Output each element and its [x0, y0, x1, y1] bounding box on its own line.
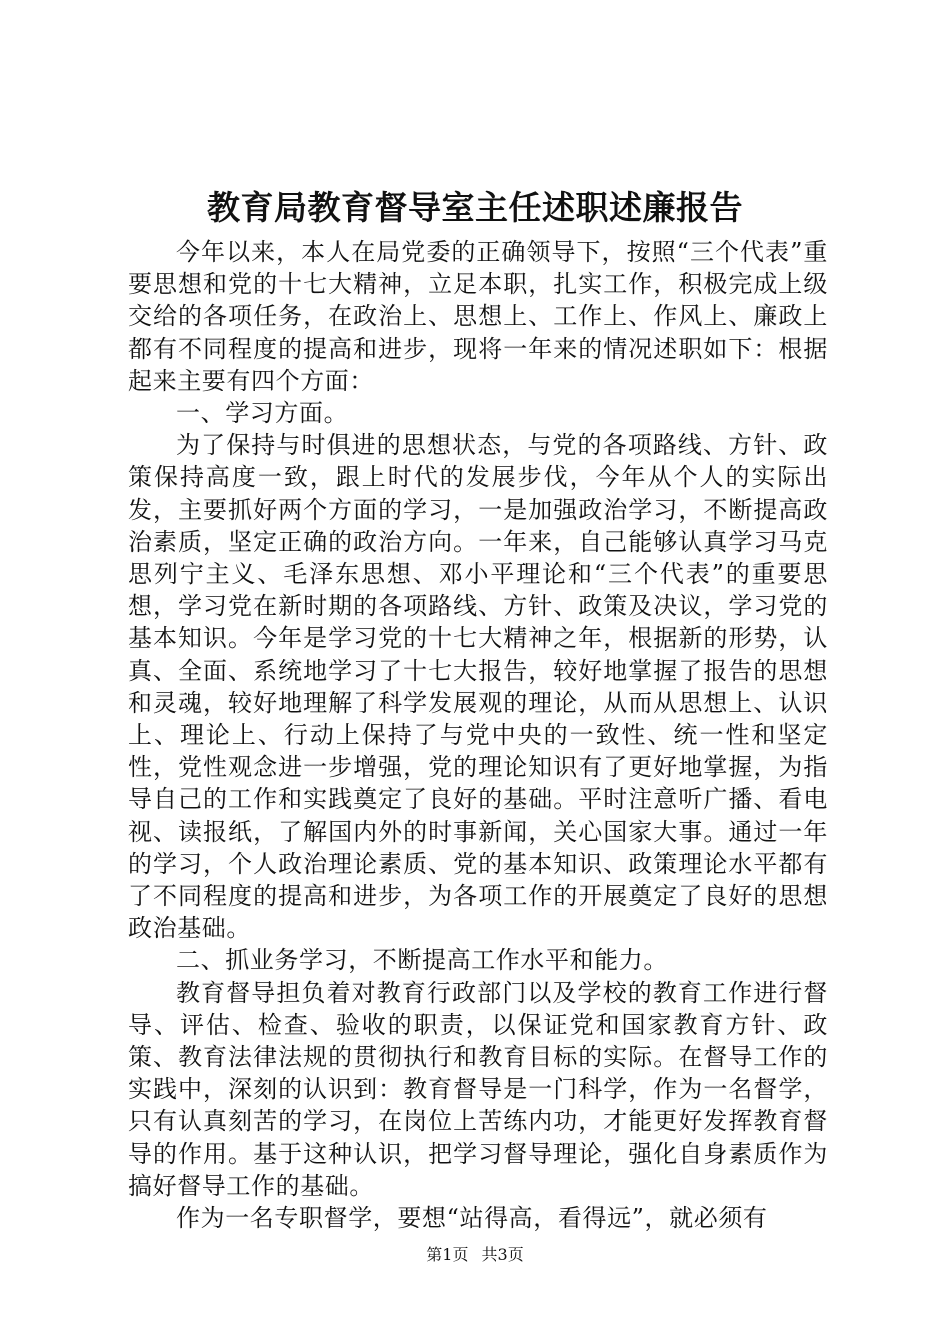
page-total: 共3页 [481, 1245, 524, 1264]
paragraph-supervisor: 作为一名专职督学，要想“站得高，看得远”，就必须有 [176, 1204, 768, 1233]
paragraph-supervision: 教育督导担负着对教育行政部门以及学校的教育工作进行督导、评估、检查、验收的职责，以保证党和国家教育方针、政策、教育法律法规的贯彻执行和教育目标的实际。在督导工作的实践中，深刻的认识到：教育督导是一门科学，作为一名督学，只有认真刻苦的学习，在岗位上苦练内功，才能更好发挥教育督导的作用。基于这种认识，把学习督导理论，强化自身素质作为搞好督导工作的基础。 [128, 978, 828, 1200]
document-body [128, 236, 828, 1234]
document-title: 教育局教育督导室主任述职述廉报告 [207, 188, 743, 227]
page-footer [0, 1245, 950, 1265]
page-number: 第1页 [426, 1245, 469, 1264]
paragraph-intro: 今年以来，本人在局党委的正确领导下，按照“三个代表”重要思想和党的十七大精神，立足本职，扎实工作，积极完成上级交给的各项任务，在政治上、思想上、工作上、作风上、廉政上都有不同程度的提高和进步，现将一年来的情况述职如下：根据起来主要有四个方面： [128, 238, 828, 395]
section-heading-business-study: 二、抓业务学习，不断提高工作水平和能力。 [176, 946, 668, 975]
paragraph-study: 为了保持与时俱进的思想状态，与党的各项路线、方针、政策保持高度一致，跟上时代的发展步伐，今年从个人的实际出发，主要抓好两个方面的学习，一是加强政治学习，不断提高政治素质，坚定正确的政治方向。一年来，自己能够认真学习马克思列宁主义、毛泽东思想、邓小平理论和“三个代表”的重要思想，学习党在新时期的各项路线、方针、政策及决议，学习党的基本知识。今年是学习党的十七大精神之年，根据新的形势，认真、全面、系统地学习了十七大报告，较好地掌握了报告的思想和灵魂，较好地理解了科学发展观的理论，从而从思想上、认识上、理论上、行动上保持了与党中央的一致性、统一性和坚定性，党性观念进一步增强，党的理论知识有了更好地掌握，为指导自己的工作和实践奠定了良好的基础。平时注意听广播、看电视、读报纸，了解国内外的时事新闻，关心国家大事。通过一年的学习，个人政治理论素质、党的基本知识、政策理论水平都有了不同程度的提高和进步，为各项工作的开展奠定了良好的思想政治基础。 [128, 431, 828, 943]
section-heading-study: 一、学习方面。 [176, 399, 349, 428]
